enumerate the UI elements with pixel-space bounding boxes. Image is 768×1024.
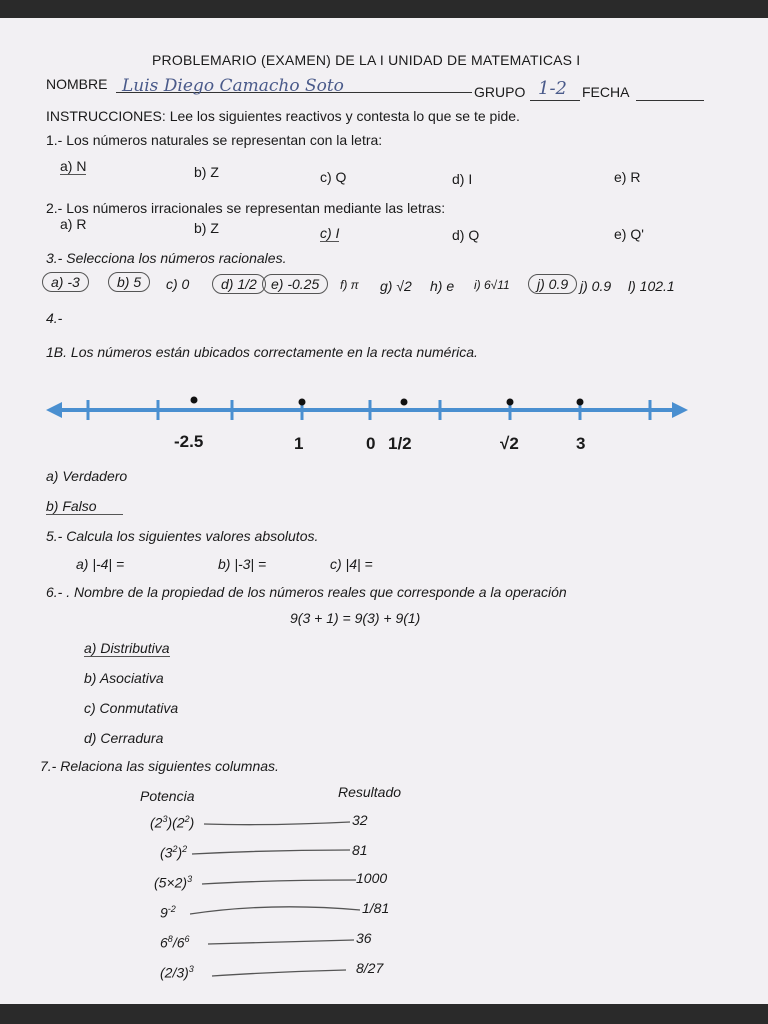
point-minus-2-5 [191, 397, 198, 404]
fecha-line [636, 100, 704, 101]
q7-power-2: $(3^2)^2$ [160, 844, 188, 861]
q3-option-a: a) -3 [42, 272, 89, 292]
q7-power-3: $(5\times 2)^3$ [154, 874, 193, 891]
number-line [44, 388, 694, 424]
fecha-label: FECHA [582, 84, 630, 100]
q3-option-h: h) e [430, 278, 455, 294]
q2-option-a: a) R [60, 216, 87, 232]
instructions [46, 108, 520, 124]
q7-col1-header: Potencia [140, 788, 195, 804]
grupo-line [530, 100, 580, 101]
q1-text: 1.- Los números naturales se representan con la letra: [46, 132, 383, 148]
q3-option-c: c) 0 [166, 276, 190, 292]
q7-power-5: $6^8/6^6$ [160, 934, 190, 951]
q3-option-j: j) 0.9 [528, 274, 577, 294]
q4-text: 1B. Los números están ubicados correctamente en la recta numérica. [46, 344, 478, 360]
q3-option-l: l) 102.1 [628, 278, 675, 294]
q7-result-4: 1/81 [362, 900, 390, 916]
label-sqrt2: √2 [500, 434, 519, 453]
exam-paper [0, 18, 768, 1004]
grupo-label: GRUPO [474, 84, 526, 100]
q5-text: 5.- Calcula los siguientes valores absolutos. [46, 528, 319, 544]
q5-option-b: b) |-3| = [218, 556, 267, 572]
q2-text: 2.- Los números irracionales se representan mediante las letras: [46, 200, 446, 216]
q3-option-f: f) π [340, 278, 359, 292]
point-1 [299, 399, 306, 406]
q7-result-6: 8/27 [356, 960, 384, 976]
label-1: 1 [294, 434, 304, 453]
q3-text: 3.- Selecciona los números racionales. [46, 250, 287, 266]
q6-equation: 9(3 + 1) = 9(3) + 9(1) [290, 610, 421, 626]
q2-option-e: e) Q' [614, 226, 644, 242]
point-3 [577, 399, 584, 406]
q7-power-6: $(2/3)^3$ [160, 964, 194, 981]
q2-option-c [320, 225, 339, 241]
exam-title: PROBLEMARIO (EXAMEN) DE LA I UNIDAD DE MATEMATICAS I [152, 52, 581, 68]
q2-option-c-label: c) I [320, 225, 340, 241]
instructions-label: INSTRUCCIONES: [46, 108, 166, 124]
q6-option-a-label: a) Distributiva [84, 640, 170, 656]
q7-result-3: 1000 [356, 870, 388, 886]
label-0: 0 [366, 434, 376, 453]
q3-option-g: g) √2 [380, 278, 412, 294]
number-line-right-arrow [672, 402, 688, 418]
q7-power-1: $(2^3)(2^2)$ [150, 814, 195, 831]
q1-option-a [60, 158, 86, 174]
q4-option-a: a) Verdadero [46, 468, 128, 484]
q5-option-c: c) |4| = [330, 556, 373, 572]
q1-option-d: d) I [452, 171, 473, 187]
q1-option-c: c) Q [320, 169, 347, 185]
q4-option-b-label: b) Falso [46, 498, 123, 515]
q1-option-b: b) Z [194, 164, 219, 180]
q2-option-d: d) Q [452, 227, 480, 243]
q5-option-a: a) |-4| = [76, 556, 125, 572]
q7-power-4: $9^{-2}$ [160, 904, 176, 921]
q3-option-e: e) -0.25 [262, 274, 328, 294]
q6-option-b: b) Asociativa [84, 670, 164, 686]
q4-option-b [46, 498, 123, 514]
point-sqrt2 [507, 399, 514, 406]
label-minus-2-5: -2.5 [174, 432, 204, 451]
point-1-2 [401, 399, 408, 406]
q6-option-a [84, 640, 170, 656]
q7-result-1: 32 [352, 812, 368, 828]
q4-number: 4.- [46, 310, 63, 326]
label-3: 3 [576, 434, 586, 453]
q7-result-2: 81 [352, 842, 368, 858]
number-line-left-arrow [46, 402, 62, 418]
q7-match-lines [190, 808, 370, 988]
instructions-text: Lee los siguientes reactivos y contesta lo que se te pide. [169, 108, 520, 124]
label-1-2: 1/2 [388, 434, 412, 453]
q3-option-i: i) 6√11 [474, 278, 510, 292]
q6-option-c: c) Conmutativa [84, 700, 179, 716]
q1-option-e: e) R [614, 169, 641, 185]
q2-option-b: b) Z [194, 220, 219, 236]
grupo-value: 1-2 [538, 78, 567, 99]
q3-option-d: d) 1/2 [212, 274, 266, 294]
nombre-value: Luis Diego Camacho Soto [122, 76, 344, 96]
q6-option-d: d) Cerradura [84, 730, 164, 746]
q3-option-j2: j) 0.9 [580, 278, 612, 294]
q1-option-a-label: a) N [60, 158, 87, 174]
q7-col2-header: Resultado [338, 784, 402, 800]
q7-result-5: 36 [356, 930, 372, 946]
nombre-label: NOMBRE [46, 76, 108, 92]
q3-option-b: b) 5 [108, 272, 150, 292]
q6-text: 6.- . Nombre de la propiedad de los números reales que corresponde a la operación [46, 584, 567, 600]
q7-text: 7.- Relaciona las siguientes columnas. [40, 758, 279, 774]
